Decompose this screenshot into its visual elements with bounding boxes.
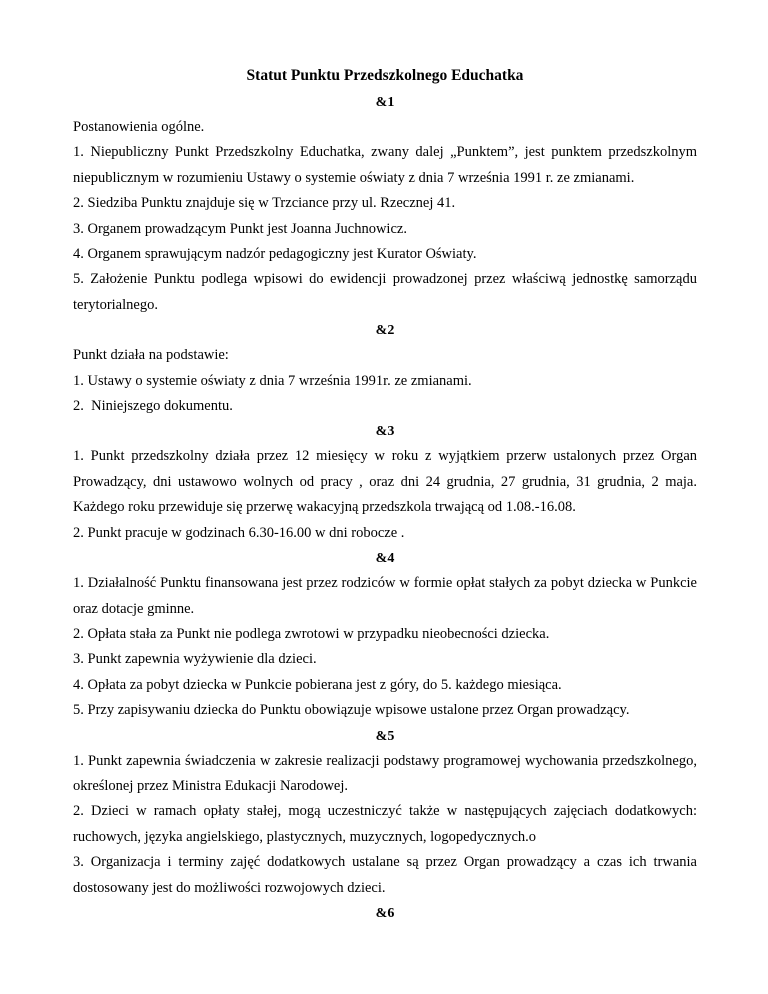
paragraph: 3. Organizacja i terminy zajęć dodatkowych ustalane są przez Organ prowadzący a czas ich trwania dostosowany jest do możliwości rozwojowych dzieci. [73,854,697,896]
paragraph: 2. Siedziba Punktu znajduje się w Trzciance przy ul. Rzecznej 41. [73,195,456,212]
section-heading: &3 [375,424,395,440]
paragraph: 3. Punkt zapewnia wyżywienie dla dzieci. [73,651,317,668]
paragraph: 5. Przy zapisywaniu dziecka do Punktu obowiązuje wpisowe ustalone przez Organ prowadzący. [73,702,630,719]
document-page [73,62,697,926]
section-heading: &1 [375,95,395,110]
section-lead: Punkt działa na podstawie: [73,347,229,364]
paragraph: 3. Organem prowadzącym Punkt jest Joanna Juchnowicz. [73,220,407,237]
paragraph: 5. Założenie Punktu podlega wpisowi do ewidencji prowadzonej przez właściwą jednostkę samorządu terytorialnego. [73,271,697,313]
section-lead: Postanowienia ogólne. [73,119,205,135]
paragraph: 1. Punkt przedszkolny działa przez 12 miesięcy w roku z wyjątkiem przerw ustalonych przez Organ Prowadzący, dni ustawowo wolnych od pracy , oraz dni 24 grudnia, 27 grudnia, 31 grudnia, 2 maja. Każdego roku przewiduje się przerwę wakacyjną przedszkola trwającą od 1.08.-16.08. [73,448,697,516]
section-heading: &6 [375,905,395,921]
paragraph: 1. Niepubliczny Punkt Przedszkolny Educhatka, zwany dalej „Punktem”, jest punktem przedszkolnym niepublicznym w rozumieniu Ustawy o systemie oświaty z dnia 7 września 1991 r. ze zmianami. [73,144,697,186]
paragraph: 4. Organem sprawującym nadzór pedagogiczny jest Kurator Oświaty. [73,246,477,263]
paragraph: 1. Ustawy o systemie oświaty z dnia 7 września 1991r. ze zmianami. [73,372,472,389]
paragraph: 2. Opłata stała za Punkt nie podlega zwrotowi w przypadku nieobecności dziecka. [73,625,550,642]
section-heading: &5 [375,728,395,744]
paragraph: 1. Działalność Punktu finansowana jest przez rodziców w formie opłat stałych za pobyt dziecka w Punkcie oraz dotacje gminne. [73,575,697,617]
paragraph: 2. Niniejszego dokumentu. [73,398,233,415]
section-heading: &2 [375,323,395,339]
document-title: Statut Punktu Przedszkolnego Educhatka [246,67,524,84]
section-heading: &4 [375,551,395,567]
paragraph: 4. Opłata za pobyt dziecka w Punkcie pobierana jest z góry, do 5. każdego miesiąca. [73,676,562,693]
paragraph: 2. Punkt pracuje w godzinach 6.30-16.00 w dni robocze . [73,524,405,541]
paragraph: 2. Dzieci w ramach opłaty stałej, mogą uczestniczyć także w następujących zajęciach dodatkowych: ruchowych, języka angielskiego, plastycznych, muzycznych, logopedycznych.o [73,803,697,845]
paragraph: 1. Punkt zapewnia świadczenia w zakresie realizacji podstawy programowej wychowania przedszkolnego, określonej przez Ministra Edukacji Narodowej. [73,752,697,794]
